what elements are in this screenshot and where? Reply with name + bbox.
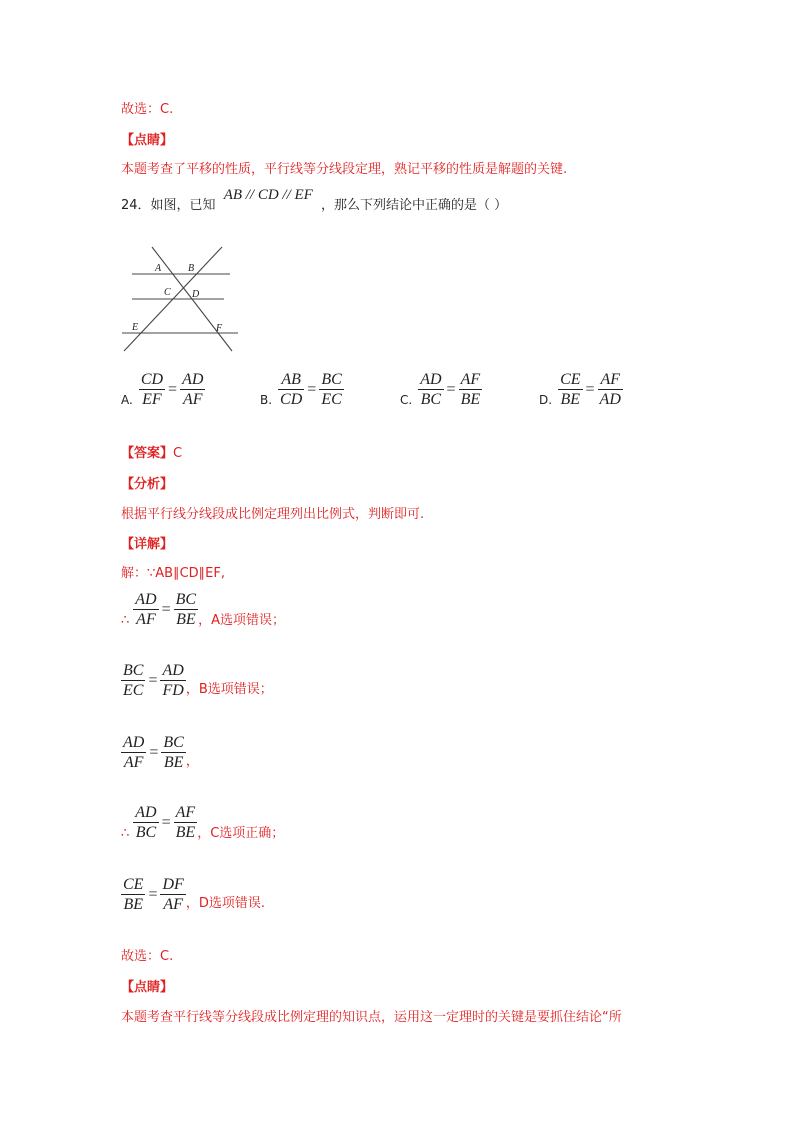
frac-den: EC: [123, 682, 144, 699]
option-letter: B.: [260, 392, 273, 407]
step-note: ，D选项错误.: [185, 895, 265, 911]
frac-num: AD: [135, 591, 157, 608]
option-b[interactable]: [260, 370, 344, 409]
question-suffix: ，那么下列结论中正确的是（ ）: [321, 198, 508, 213]
therefore-symbol: ∴: [121, 612, 130, 628]
equals-sign: =: [148, 885, 158, 903]
label-f: F: [216, 323, 223, 334]
parallel-lines-diagram: [118, 245, 248, 355]
frac-den: FD: [162, 682, 184, 699]
frac-den: AF: [123, 754, 144, 771]
frac-num: AD: [420, 371, 442, 388]
frac-num: AD: [162, 662, 184, 679]
frac-den: CD: [280, 391, 303, 408]
frac-num: DF: [162, 876, 184, 893]
frac-num: BC: [123, 662, 144, 679]
prev-choice: 故选：C.: [121, 102, 174, 117]
frac-num: AF: [598, 370, 623, 390]
equals-sign: =: [446, 380, 456, 398]
frac-num: BC: [175, 591, 197, 608]
frac-num: AD: [123, 734, 145, 751]
answer-line: [121, 446, 182, 462]
frac-den: BC: [420, 391, 442, 408]
step-note: ，B选项错误；: [185, 681, 273, 697]
equals-sign: =: [168, 380, 178, 398]
frac-den: AF: [136, 611, 156, 628]
answer-value: C: [173, 446, 183, 461]
frac-num: BC: [163, 734, 184, 751]
step-note: ，C选项正确；: [197, 825, 285, 841]
detail-step-2: [121, 661, 273, 700]
frac-den: BC: [135, 824, 157, 841]
detail-step-1: [121, 590, 285, 629]
frac-den: AD: [599, 391, 621, 408]
question-line: [121, 187, 508, 214]
step-note: ，: [185, 753, 199, 769]
option-c[interactable]: [400, 370, 482, 409]
bottom-dianjing-label: 【点睛】: [121, 980, 174, 995]
frac-num: AD: [182, 371, 204, 388]
equals-sign: =: [307, 380, 317, 398]
analysis-label: 【分析】: [121, 477, 174, 492]
option-letter: A.: [121, 392, 133, 407]
equals-sign: =: [161, 813, 171, 831]
detail-label: 【详解】: [121, 537, 174, 552]
frac-den: BE: [163, 754, 184, 771]
frac-den: BE: [176, 611, 196, 628]
step-note: ，A选项错误；: [198, 612, 285, 628]
equals-sign: =: [148, 671, 158, 689]
frac-num: CE: [560, 371, 581, 388]
final-choice: 故选：C.: [121, 949, 174, 964]
detail-intro: 解：∵AB∥CD∥EF,: [121, 566, 225, 581]
bottom-dianjing-text: 本题考查平行线等分线段成比例定理的知识点，运用这一定理时的关键是要抓住结论“所: [121, 1010, 622, 1025]
label-b: B: [188, 263, 195, 274]
frac-den: BE: [460, 391, 481, 408]
option-letter: C.: [400, 392, 413, 407]
frac-num: CD: [140, 371, 164, 388]
label-a: A: [155, 263, 162, 274]
option-d[interactable]: [539, 370, 623, 409]
option-a[interactable]: [121, 370, 205, 409]
question-prefix: 24．如图，已知: [121, 198, 216, 213]
frac-den: AF: [163, 896, 183, 913]
therefore-symbol: ∴: [121, 825, 130, 841]
equals-sign: =: [161, 600, 171, 618]
equals-sign: =: [149, 743, 159, 761]
frac-den: BE: [175, 824, 196, 841]
label-e: E: [132, 322, 139, 333]
frac-den: EF: [142, 391, 162, 408]
label-c: C: [164, 287, 171, 298]
option-letter: D.: [539, 392, 553, 407]
frac-num: CE: [123, 876, 144, 893]
frac-num: AD: [135, 804, 157, 821]
frac-num: AB: [278, 370, 304, 390]
prev-dianjing-text: 本题考查了平移的性质，平行线等分线段定理，熟记平移的性质是解题的关键.: [121, 162, 568, 177]
question-condition: AB // CD // EF: [223, 187, 313, 203]
frac-den: EC: [321, 391, 342, 408]
frac-den: AF: [182, 391, 203, 408]
detail-step-5: [121, 875, 265, 914]
label-d: D: [192, 289, 200, 300]
frac-num: AF: [460, 371, 481, 388]
equals-sign: =: [585, 380, 595, 398]
analysis-text: 根据平行线分线段成比例定理列出比例式，判断即可.: [121, 507, 425, 522]
frac-num: BC: [321, 371, 342, 388]
answer-label: 【答案】: [121, 446, 174, 461]
frac-num: AF: [175, 804, 196, 821]
frac-den: BE: [560, 391, 581, 408]
detail-step-3: [121, 733, 199, 772]
detail-step-4: [121, 803, 284, 842]
frac-den: BE: [123, 896, 143, 913]
prev-dianjing-label: 【点睛】: [121, 133, 174, 148]
